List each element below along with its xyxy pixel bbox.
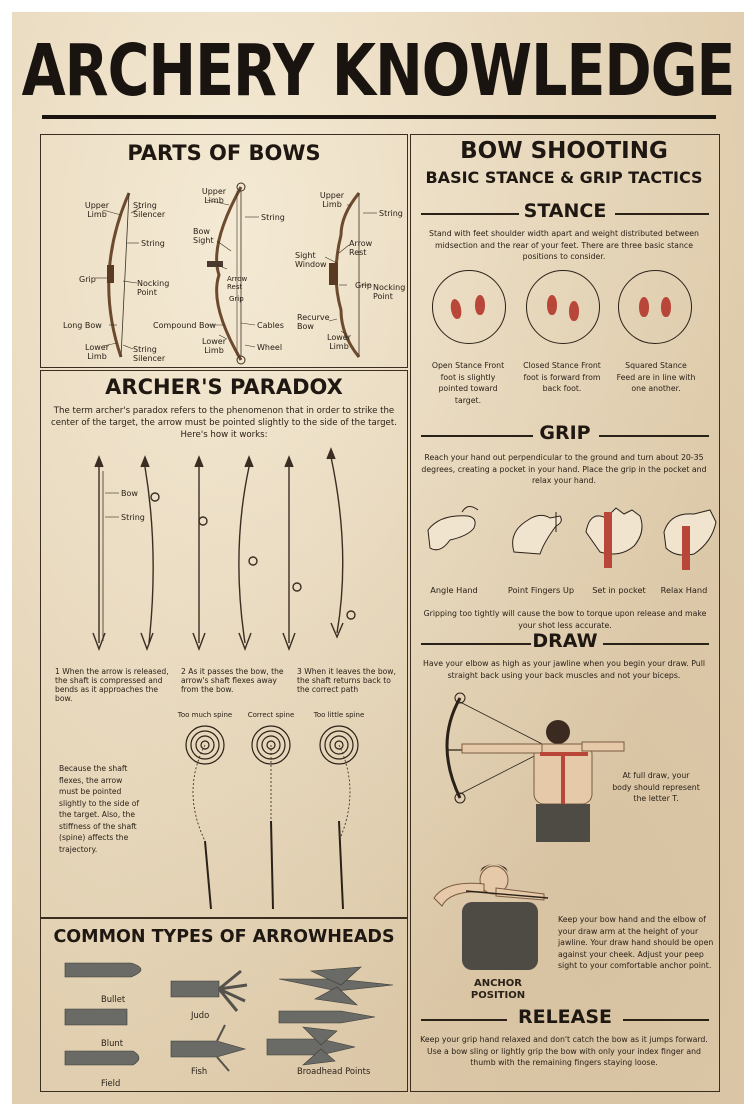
closed-stance-diagram xyxy=(526,270,600,344)
grip-heading-text: GRIP xyxy=(539,422,591,444)
draw-heading xyxy=(417,632,713,654)
squared-stance-diagram xyxy=(618,270,692,344)
label-sight-window: Sight Window xyxy=(295,251,327,269)
spine-label-too-much: Too much spine xyxy=(177,711,233,719)
label-arrow-rest-1: Arrow Rest xyxy=(227,275,248,291)
spine-label-too-little: Too little spine xyxy=(313,711,365,719)
grip-heading xyxy=(417,424,713,446)
draw-text: Have your elbow as high as your jawline when you begin your draw. Pull straight back using your back muscles and not your biceps. xyxy=(422,659,706,680)
grip-step-angle-hand: Angle Hand xyxy=(430,585,478,595)
parts-of-bows-panel xyxy=(40,134,408,368)
grip-step-relax-hand: Relax Hand xyxy=(660,585,708,595)
arrowhead-blunt: Blunt xyxy=(101,1038,123,1048)
anchor-figure xyxy=(426,854,556,974)
arrowhead-judo: Judo xyxy=(191,1010,210,1020)
arrowheads-panel xyxy=(40,918,408,1092)
page-title: ARCHERY KNOWLEDGE xyxy=(21,30,735,113)
release-heading-text: RELEASE xyxy=(517,1006,613,1028)
arrowhead-broadhead: Broadhead Points xyxy=(297,1066,371,1076)
release-text: Keep your grip hand relaxed and don't catch the bow as it jumps forward. Use a bow sling or lightly grip the bow with only your index finger and thumb with the remaining fingers staying loose. xyxy=(420,1035,708,1067)
arrowhead-fish: Fish xyxy=(191,1066,208,1076)
label-grip-1: Grip xyxy=(79,275,96,284)
stance-text: Stand with feet shoulder width apart and weight distributed between midsection and the rear of your feet. There are three basic stance positions to consider. xyxy=(429,229,699,261)
title-rule xyxy=(42,115,716,119)
release-heading xyxy=(417,1008,713,1030)
label-lower-limb-2: Lower Limb xyxy=(202,337,226,355)
grip-text: Reach your hand out perpendicular to the ground and turn about 20-35 degrees, creating a pocket in your hand. Place the grip in the pocket and relax your hand. xyxy=(421,453,707,485)
label-bow-sight: Bow Sight xyxy=(193,227,214,245)
parts-of-bows-title: PARTS OF BOWS xyxy=(127,141,321,165)
paradox-note: Because the shaft flexes, the arrow must be pointed slightly to the side of the target. Also, the stiffness of the shaft (spine) affects the trajectory. xyxy=(59,764,140,854)
label-lower-limb-1: Lower Limb xyxy=(85,343,109,361)
arrowheads-title: COMMON TYPES OF ARROWHEADS xyxy=(53,927,395,947)
paradox-bow-label: Bow xyxy=(121,489,138,498)
label-grip-2: Grip xyxy=(229,295,244,303)
label-lower-limb-3: Lower Limb xyxy=(327,333,351,351)
paradox-step-3: 3 When it leaves the bow, the shaft returns back to the correct path xyxy=(297,667,396,694)
spine-label-correct: Correct spine xyxy=(247,711,295,719)
label-upper-limb-2: Upper Limb xyxy=(201,187,227,205)
open-stance-diagram xyxy=(432,270,506,344)
archers-paradox-panel xyxy=(40,370,408,918)
archers-paradox-title: ARCHER'S PARADOX xyxy=(105,375,343,399)
label-wheel: Wheel xyxy=(257,343,283,352)
label-compound-bow: Compound Bow xyxy=(153,321,216,330)
bow-shooting-subtitle: BASIC STANCE & GRIP TACTICS xyxy=(425,168,703,187)
paradox-step-2: 2 As it passes the bow, the arrow's shaft flexes away from the bow. xyxy=(181,667,284,694)
paradox-string-label: String xyxy=(121,513,145,522)
label-long-bow: Long Bow xyxy=(63,321,102,330)
full-draw-figure xyxy=(430,694,630,844)
label-string-1: String xyxy=(141,239,165,248)
grip-step-set-pocket: Set in pocket xyxy=(592,585,646,595)
squared-stance-text: Squared Stance Feed are in line with one another. xyxy=(616,361,696,393)
paradox-step-1: 1 When the arrow is released, the shaft is compressed and bends as it approaches the bow. xyxy=(55,667,169,703)
label-grip-3: Grip xyxy=(355,281,372,290)
label-nocking-point-2: Nocking Point xyxy=(373,283,406,301)
label-arrow-rest-2: Arrow Rest xyxy=(349,239,373,257)
grip-hands-diagram xyxy=(410,502,718,572)
label-upper-limb-3: Upper Limb xyxy=(319,191,345,209)
label-string-2: String xyxy=(261,213,285,222)
anchor-position-label: ANCHOR POSITION xyxy=(470,978,526,1001)
label-string-silencer-2: String Silencer xyxy=(133,345,166,363)
closed-stance-text: Closed Stance Front foot is forward from back foot. xyxy=(523,361,601,393)
arrowhead-field: Field xyxy=(101,1078,121,1088)
paradox-intro: The term archer's paradox refers to the phenomenon that in order to strike the center of the target, the arrow must be pointed slightly to the side of the target. Here's how it works: xyxy=(51,406,397,440)
arrowhead-bullet: Bullet xyxy=(101,994,126,1004)
poster xyxy=(12,12,744,1104)
label-recurve-bow: Recurve Bow xyxy=(297,313,330,331)
label-string-silencer-1: String Silencer xyxy=(133,201,166,219)
anchor-text: Keep your bow hand and the elbow of your draw arm at the height of your jawline. Your draw hand should be open against your cheek. Adjust your peep sight to your comfortable anchor point. xyxy=(558,915,714,970)
draw-heading-text: DRAW xyxy=(532,630,598,652)
stance-heading xyxy=(417,202,713,224)
label-string-3: String xyxy=(379,209,403,218)
open-stance-text: Open Stance Front foot is slightly pointed toward target. xyxy=(431,361,505,405)
stance-heading-text: STANCE xyxy=(523,200,607,222)
label-upper-limb-1: Upper Limb xyxy=(84,201,110,219)
bow-shooting-title: BOW SHOOTING xyxy=(460,138,668,164)
label-nocking-point-1: Nocking Point xyxy=(137,279,170,297)
full-draw-text: At full draw, your body should represent the letter T. xyxy=(612,771,700,803)
grip-step-point-fingers: Point Fingers Up xyxy=(507,585,575,595)
grip-note: Gripping too tightly will cause the bow to torque upon release and make your shot less accurate. xyxy=(423,609,707,630)
label-cables: Cables xyxy=(257,321,284,330)
